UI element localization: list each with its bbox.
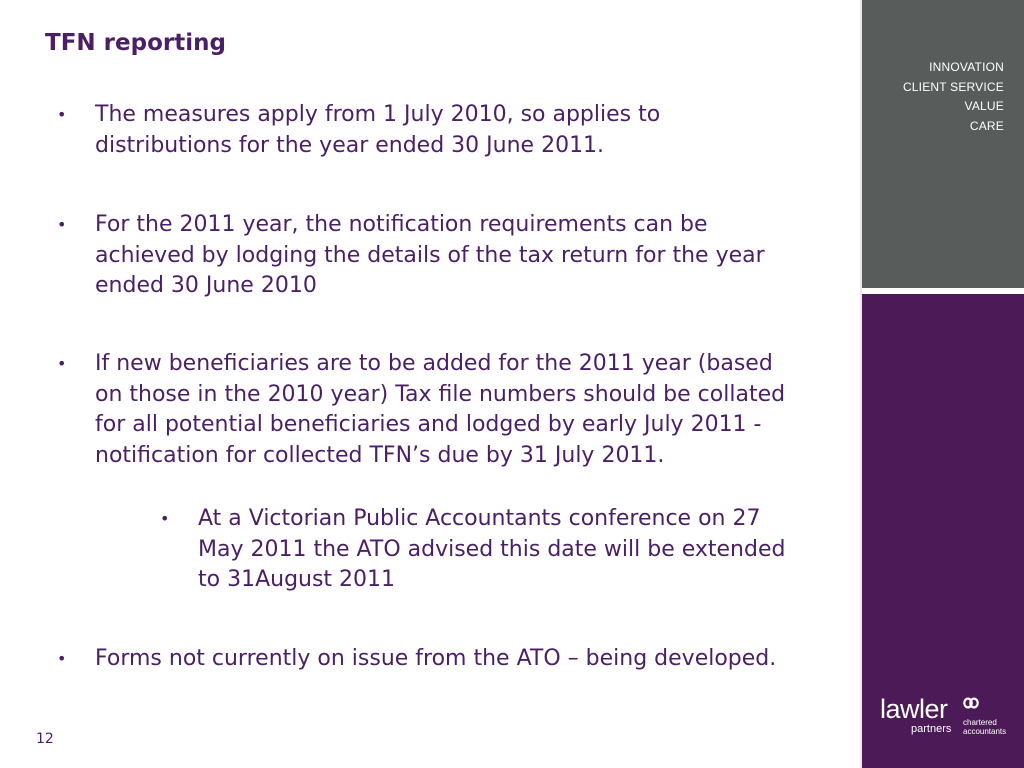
bullet-item (57, 644, 795, 675)
value-item: CLIENT SERVICE (902, 79, 1004, 94)
bullet-dot-icon: • (57, 649, 67, 668)
brand-tagline-line: accountants (963, 727, 1007, 736)
brand-name: lawler (880, 694, 948, 724)
sidebar-brand-panel (862, 294, 1024, 768)
bullet-dot-icon: • (57, 354, 67, 373)
company-values-list (903, 58, 1004, 136)
brand-tagline-line: chartered (963, 718, 997, 727)
bullet-text: At a Victorian Public Accountants conference on 27 May 2011 the ATO advised this date will be extended to 31August 2011 (198, 506, 786, 592)
sub-bullet-item (160, 504, 808, 596)
brand-tagline (963, 718, 1006, 736)
bullet-text: If new beneficiaries are to be added for the 2011 year (based on those in the 2010 year) Tax file numbers should be collated for all potential beneficiaries and lodged by early July 2011 - notification for collected TFN’s due by 31 July 2011. (95, 351, 786, 468)
bullet-dot-icon: • (57, 215, 67, 234)
bullet-item (57, 349, 795, 471)
bullet-text: For the 2011 year, the notification requirements can be achieved by lodging the details of the tax return for the year ended 30 June 2010 (95, 212, 765, 298)
bullet-item (57, 100, 795, 161)
lawler-mark-icon (963, 697, 979, 709)
value-item: CARE (969, 118, 1004, 133)
brand-logo (880, 694, 1010, 742)
bullet-dot-icon: • (160, 509, 170, 528)
page-number: 12 (36, 731, 54, 747)
slide-title: TFN reporting (45, 30, 226, 56)
bullet-text: The measures apply from 1 July 2010, so applies to distributions for the year ended 30 June 2011. (95, 102, 661, 158)
sidebar-values-panel (862, 0, 1024, 288)
value-item: INNOVATION (929, 60, 1004, 74)
value-item: VALUE (964, 99, 1004, 113)
bullet-dot-icon: • (57, 105, 67, 124)
bullet-text: Forms not currently on issue from the ATO – being developed. (95, 646, 777, 671)
bullet-item (57, 210, 795, 302)
brand-partners: partners (911, 723, 952, 735)
